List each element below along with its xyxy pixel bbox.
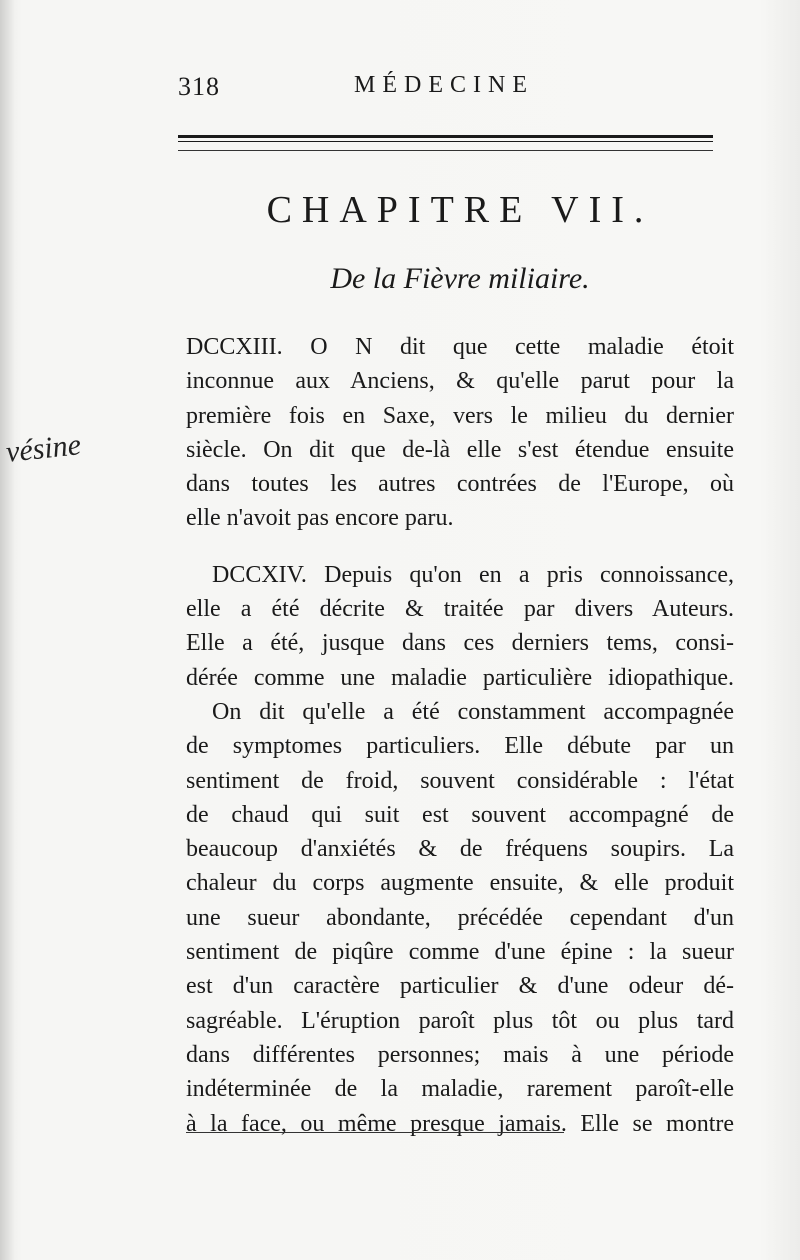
text-line: elle n'avoit pas encore paru. — [186, 505, 454, 532]
header-rule-thin — [178, 150, 713, 151]
text-line: sagréable. L'éruption paroît plus tôt ou plus tard — [186, 1007, 734, 1034]
text-line: inconnue aux Anciens, & qu'elle parut pour la — [186, 368, 734, 395]
text-line: première fois en Saxe, vers le milieu du dernier — [186, 402, 734, 429]
text-line: dans différentes personnes; mais à une période — [186, 1041, 734, 1068]
page-gutter — [0, 0, 14, 1260]
text-line: siècle. On dit que de-là elle s'est étendue ensuite — [186, 436, 734, 463]
text-line: est d'un caractère particulier & d'une odeur dé- — [186, 973, 734, 1000]
text-line: dérée comme une maladie particulière idiopathique. — [186, 664, 734, 691]
chapter-title: CHAPITRE VII. — [266, 189, 654, 231]
text-line: DCCXIII. O N dit que cette maladie étoit — [186, 334, 734, 360]
text-line: sentiment de froid, souvent considérable : l'état — [186, 767, 734, 794]
text-line: une sueur abondante, précédée cependant d'un — [186, 904, 734, 931]
page-number: 318 — [178, 72, 220, 101]
text-line: à la face, ou même presque jamais. Elle se montre — [186, 1110, 734, 1137]
underline-mark — [186, 1132, 564, 1133]
text-line: chaleur du corps augmente ensuite, & elle produit — [186, 870, 734, 897]
text-line: On dit qu'elle a été constamment accompagnée — [212, 698, 734, 725]
text-line: de chaud qui suit est souvent accompagné de — [186, 801, 734, 828]
handwritten-margin-note: vésine — [4, 428, 83, 469]
text-line: sentiment de piqûre comme d'une épine : la sueur — [186, 939, 734, 966]
text-line: indéterminée de la maladie, rarement paroît-elle — [186, 1076, 734, 1103]
text-line: DCCXIV. Depuis qu'on en a pris connoissance, — [212, 561, 734, 588]
text-line: Elle a été, jusque dans ces derniers tems, consi- — [186, 630, 734, 657]
page-header — [178, 68, 738, 108]
text-line: de symptomes particuliers. Elle débute par un — [186, 733, 734, 760]
text-line: beaucoup d'anxiétés & de fréquens soupirs. La — [186, 836, 734, 863]
header-rule — [178, 135, 713, 142]
running-head: MÉDECINE — [354, 72, 534, 98]
text-line: dans toutes les autres contrées de l'Europe, où — [186, 471, 734, 498]
chapter-subtitle: De la Fièvre miliaire. — [330, 262, 590, 295]
body-text — [186, 330, 734, 1141]
text-line: elle a été décrite & traitée par divers Auteurs. — [186, 596, 734, 623]
